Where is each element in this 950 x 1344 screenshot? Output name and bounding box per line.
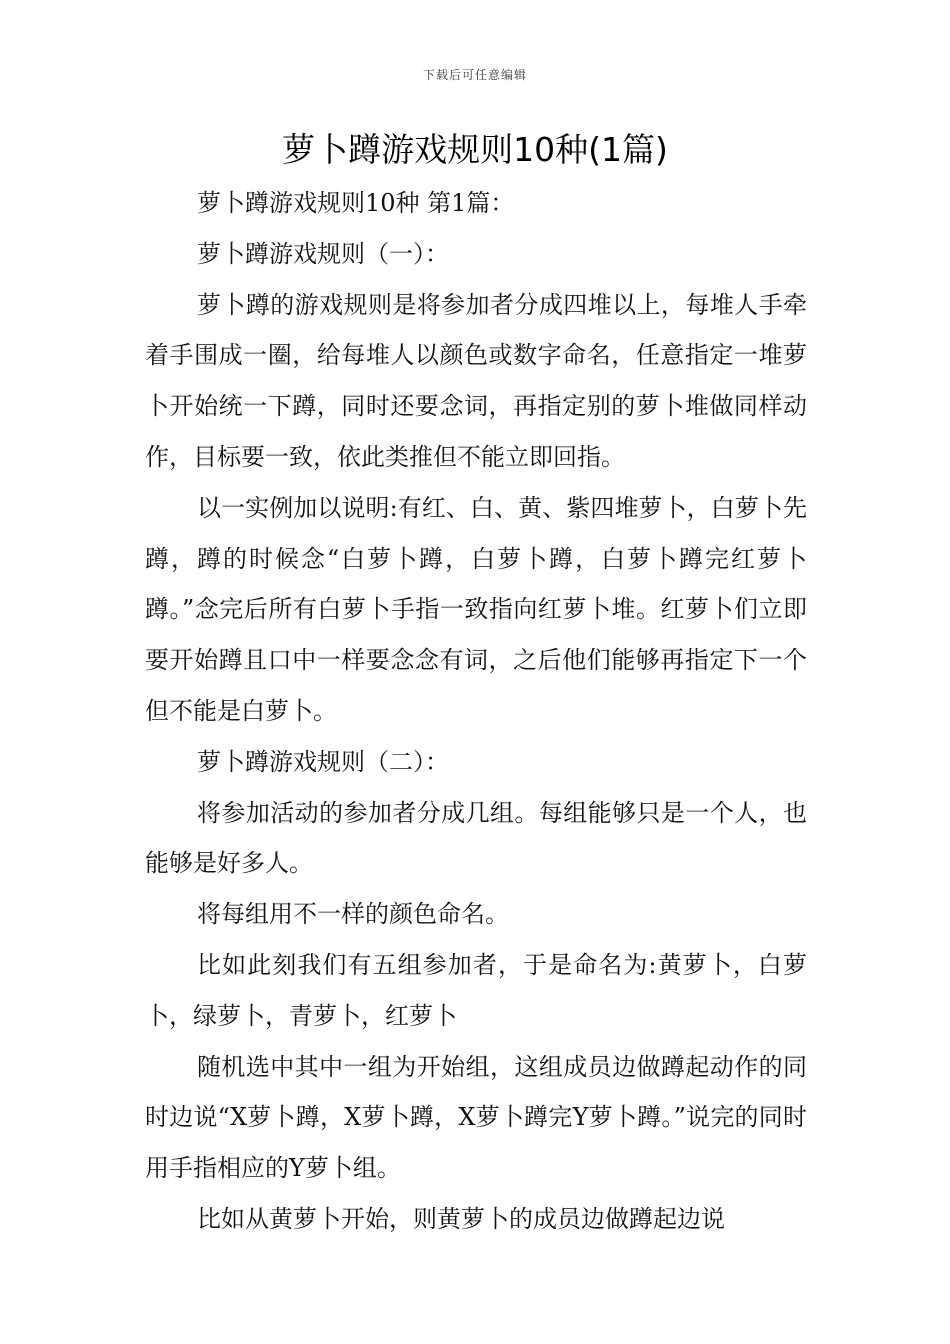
section-heading: 萝卜蹲游戏规则（二）： bbox=[197, 747, 449, 776]
header-note: 下载后可任意编辑 bbox=[422, 68, 527, 82]
paragraph: 比如此刻我们有五组参加者，于是命名为:黄萝卜，白萝卜，绿萝卜，青萝卜，红萝卜 bbox=[145, 950, 807, 1030]
section-subtitle: 萝卜蹲游戏规则10种 第1篇： bbox=[197, 189, 515, 217]
paragraph: 萝卜蹲的游戏规则是将参加者分成四堆以上，每堆人手牵着手围成一圈，给每堆人以颜色或数字命名，任意指定一堆萝卜开始统一下蹲，同时还要念词，再指定别的萝卜堆做同样动作，目标要一致，依此类推但不能立即回指。 bbox=[145, 290, 807, 471]
paragraph: 将参加活动的参加者分成几组。每组能够只是一个人，也能够是好多人。 bbox=[145, 798, 807, 878]
section-heading: 萝卜蹲游戏规则（一）： bbox=[197, 239, 449, 268]
paragraph: 随机选中其中一组为开始组，这组成员边做蹲起动作的同时边说“X萝卜蹲，X萝卜蹲，X萝卜蹲完Y萝卜蹲。”说完的同时用手指相应的Y萝卜组。 bbox=[145, 1052, 807, 1183]
document-title: 萝卜蹲游戏规则10种(1篇) bbox=[282, 130, 668, 169]
paragraph: 将每组用不一样的颜色命名。 bbox=[197, 900, 509, 929]
paragraph: 比如从黄萝卜开始，则黄萝卜的成员边做蹲起边说 bbox=[197, 1204, 725, 1233]
document-body bbox=[145, 178, 807, 1245]
paragraph: 以一实例加以说明:有红、白、黄、紫四堆萝卜，白萝卜先蹲，蹲的时候念“白萝卜蹲，白萝卜蹲，白萝卜蹲完红萝卜蹲。”念完后所有白萝卜手指一致指向红萝卜堆。红萝卜们立即要开始蹲且口中一样要念念有词，之后他们能够再指定下一个但不能是白萝卜。 bbox=[145, 493, 807, 725]
